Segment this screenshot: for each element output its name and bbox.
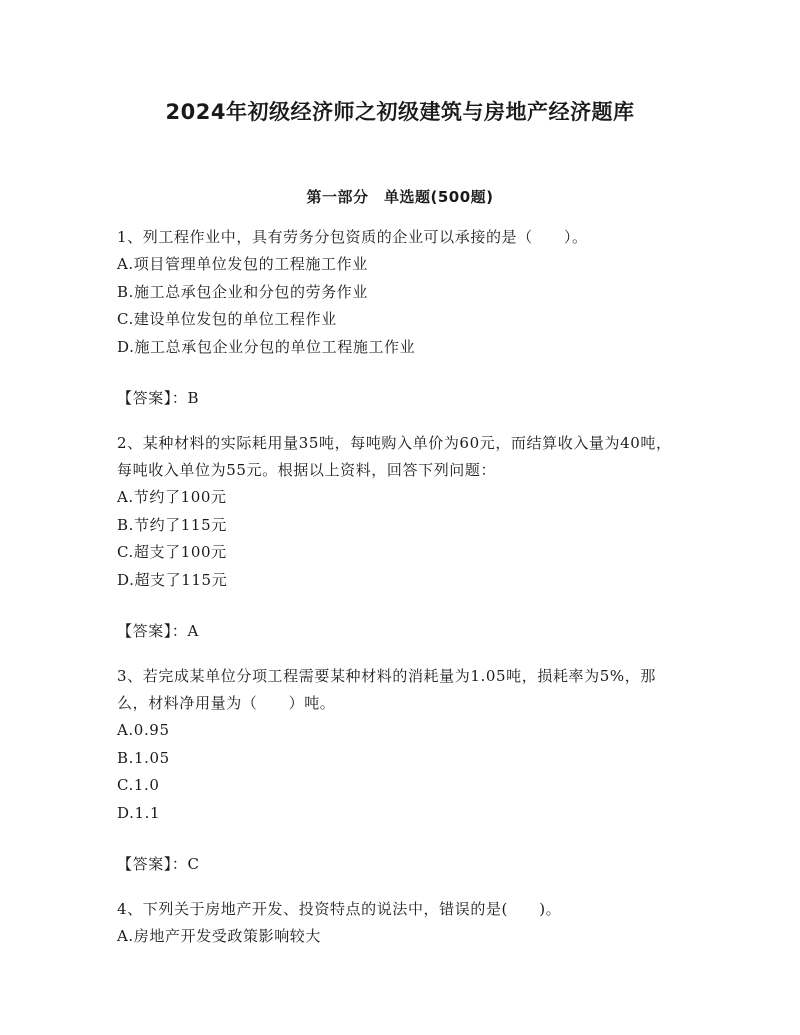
question-option: B.1.05 xyxy=(117,748,170,767)
question-stem: 4、下列关于房地产开发、投资特点的说法中，错误的是( )。 xyxy=(117,900,562,918)
question-option: A.节约了100元 xyxy=(117,488,227,506)
question-option: D.超支了115元 xyxy=(117,570,228,589)
question-option: D.施工总承包企业分包的单位工程施工作业 xyxy=(117,337,416,356)
document-title: 2024年初级经济师之初级建筑与房地产经济题库 xyxy=(165,100,635,124)
section-title: 第一部分 单选题(500题) xyxy=(306,188,494,206)
question-answer: 【答案】：A xyxy=(117,622,199,640)
question-option: B.节约了115元 xyxy=(117,515,227,534)
question-stem: 2、某种材料的实际耗用量35吨，每吨购入单价为60元，而结算收入量为40吨，每吨收入单位为55元。根据以上资料，回答下列问题： xyxy=(117,434,672,479)
question-option: B.施工总承包企业和分包的劳务作业 xyxy=(117,282,368,301)
question-option: A.项目管理单位发包的工程施工作业 xyxy=(117,255,368,273)
question-2 xyxy=(117,430,687,645)
question-option: A.房地产开发受政策影响较大 xyxy=(117,927,322,945)
question-option: C.1.0 xyxy=(117,776,160,794)
question-stem: 3、若完成某单位分项工程需要某种材料的消耗量为1.05吨，损耗率为5%，那么，材料净用量为（ ）吨。 xyxy=(117,667,656,712)
question-answer: 【答案】：B xyxy=(117,389,200,407)
question-list xyxy=(117,224,687,951)
question-stem: 1、列工程作业中，具有劳务分包资质的企业可以承接的是（ ）。 xyxy=(117,228,588,246)
question-option: C.超支了100元 xyxy=(117,543,227,561)
question-4 xyxy=(117,896,687,951)
question-option: C.建设单位发包的单位工程作业 xyxy=(117,310,337,328)
question-option: D.1.1 xyxy=(117,803,161,822)
question-answer: 【答案】：C xyxy=(117,855,200,873)
question-3 xyxy=(117,663,687,878)
question-option: A.0.95 xyxy=(117,721,170,739)
question-1 xyxy=(117,224,687,412)
